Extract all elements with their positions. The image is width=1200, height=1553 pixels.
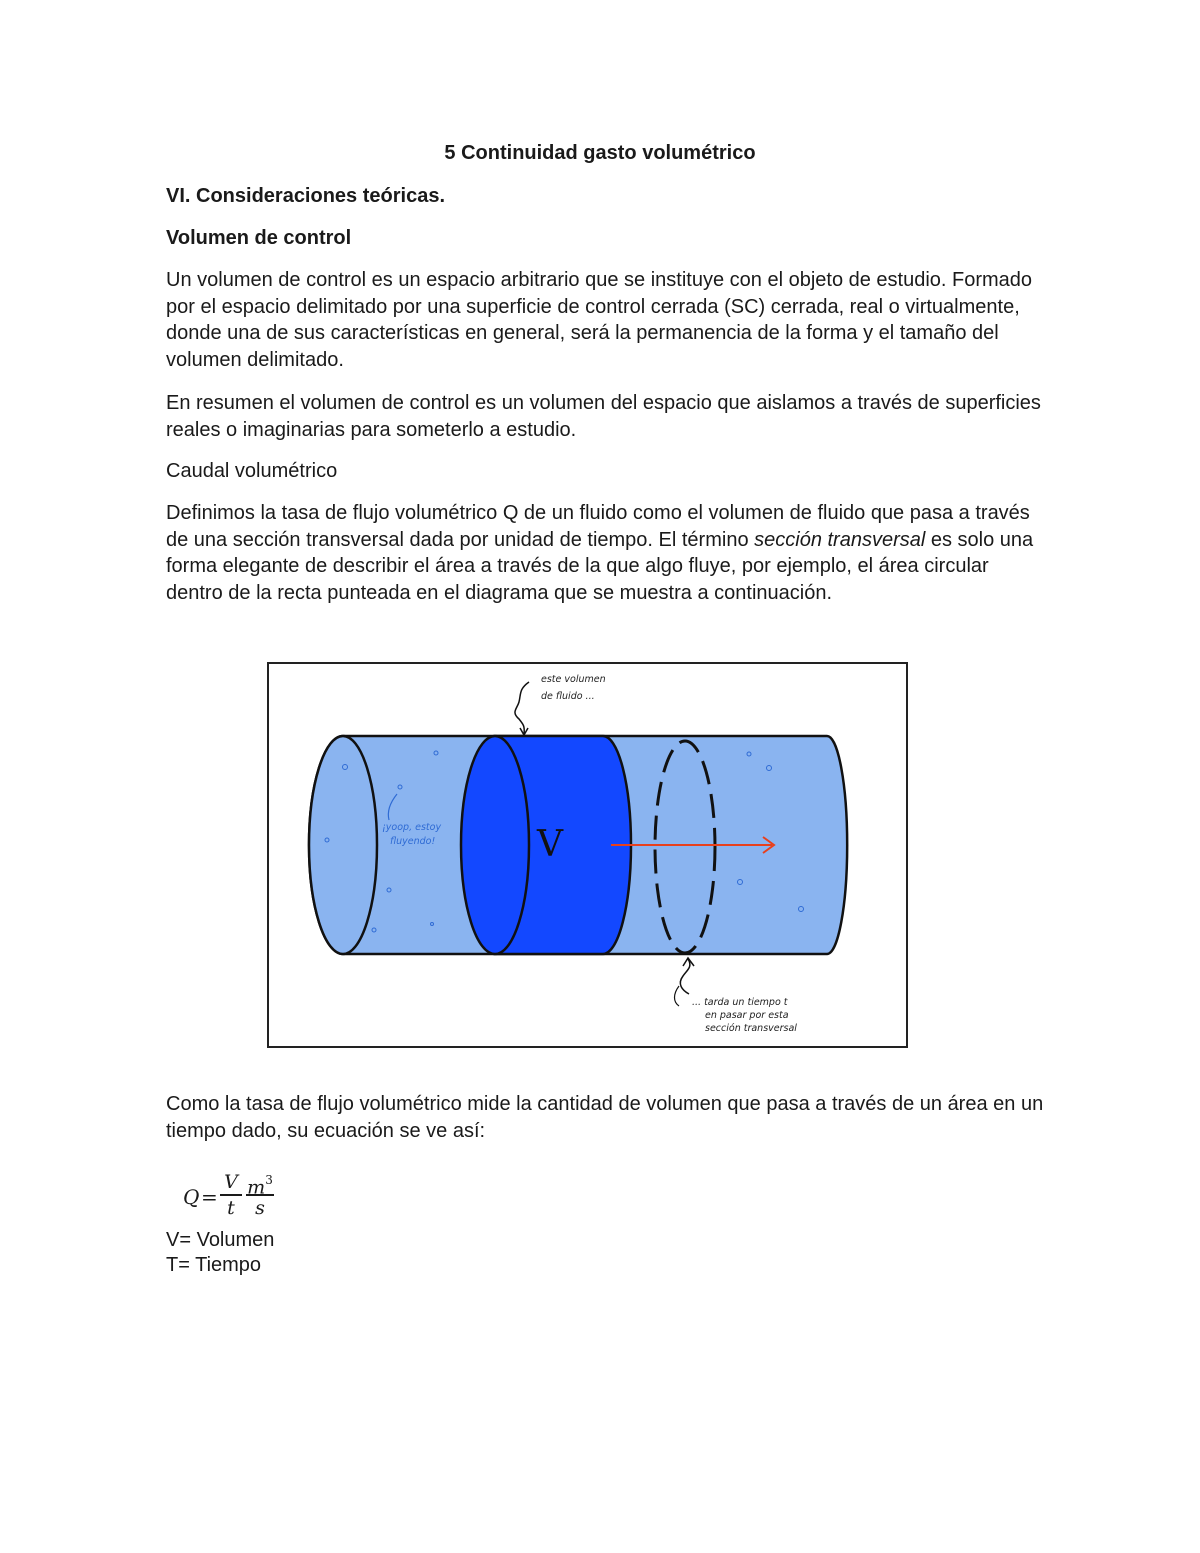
paragraph-control-volume-summary: En resumen el volumen de control es un volumen del espacio que aislamos a través de superficies reales o imaginarias para someterlo a estudio.: [166, 392, 1041, 441]
definition-volume: V= Volumen: [166, 1229, 275, 1251]
flow-diagram-svg: [269, 664, 906, 1046]
formula-unit-numerator: [246, 1170, 274, 1199]
top-annotation-pointer: [515, 682, 529, 734]
annotation-bottom-line-2: en pasar por esta: [705, 1010, 789, 1021]
formula-lhs: Q: [183, 1185, 200, 1209]
flow-rate-formula: [183, 1170, 303, 1230]
formula-equals: =: [201, 1185, 218, 1209]
subheading-control-volume: Volumen de control: [166, 227, 352, 249]
paragraph-flow-equation-intro: Como la tasa de flujo volumétrico mide la cantidad de volumen que pasa a través de un área en un tiempo dado, su ecuación se ve así:: [166, 1093, 1044, 1142]
annotation-top-line-1: este volumen: [541, 674, 606, 685]
fluid-volume-front-face: [461, 736, 529, 954]
paragraph-3-italic: sección transversal: [754, 528, 926, 551]
paragraph-control-volume-definition: Un volumen de control es un espacio arbitrario que se instituye con el objeto de estudio. Formado por el espacio delimitado por una superficie de control cerrada (SC) cerrada, real o virtualmente, donde una de sus características en general, será la permanencia de la forma y el tamaño del volumen delimitado.: [166, 269, 1033, 371]
bottom-annotation-pointer: [680, 959, 690, 994]
volume-label: V: [537, 824, 563, 865]
annotation-top-line-2: de fluido ...: [541, 691, 595, 702]
paragraph-3-before: Definimos la tasa de flujo volumétrico Q de un fluido como el volumen de fluido que pasa a través de una sección transversal dada por unidad de tiempo. El término: [166, 502, 1030, 551]
annotation-left-line-2: fluyendo!: [390, 836, 436, 847]
caudal-heading: Caudal volumétrico: [166, 460, 338, 482]
formula-fraction-volume-time: [220, 1170, 242, 1220]
section-heading: VI. Consideraciones teóricas.: [166, 185, 445, 207]
flow-diagram: [267, 662, 908, 1048]
annotation-left-line-1: ¡yoop, estoy: [382, 822, 442, 833]
formula-unit-exponent: 3: [265, 1173, 273, 1187]
formula-unit-denominator-s: s: [255, 1196, 265, 1219]
paragraph-3-after: es solo una forma elegante de describir el área a través de la que algo fluye, por ejemplo, el área circular dentro de la recta punteada en el diagrama que se muestra a continuación.: [166, 528, 1034, 604]
paragraph-volumetric-flow: [166, 500, 1046, 606]
formula-denominator-t: t: [227, 1196, 235, 1219]
formula-unit-m: m: [247, 1176, 266, 1199]
annotation-bottom-line-3: sección transversal: [705, 1023, 797, 1034]
annotation-bottom-line-1: ... tarda un tiempo t: [692, 997, 788, 1008]
formula-fraction-units: [246, 1170, 274, 1220]
document-title: 5 Continuidad gasto volumétrico: [444, 142, 756, 164]
formula-numerator-v: V: [224, 1171, 238, 1193]
definition-time: T= Tiempo: [166, 1254, 262, 1276]
